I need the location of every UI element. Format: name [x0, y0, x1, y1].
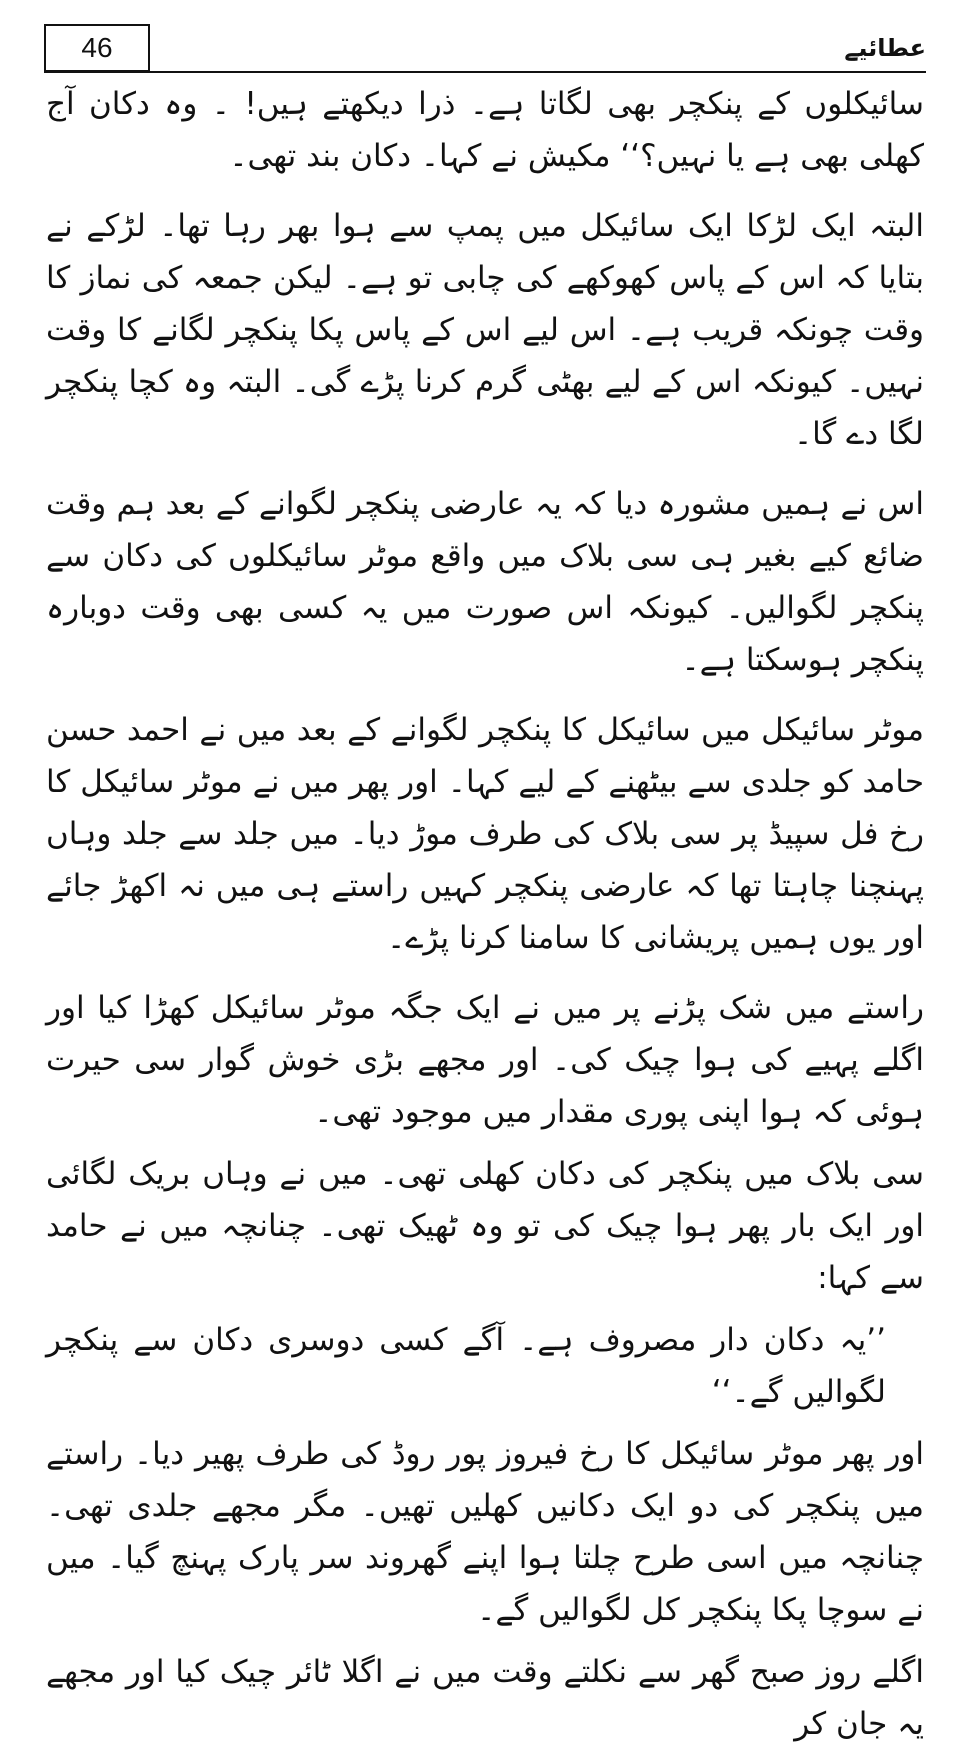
- paragraph-7: اور پھر موٹر سائیکل کا رخ فیروز پور روڈ کی طرف پھیر دیا۔ راستے میں پنکچر کی دو ایک دکانیں کھلیں تھیں۔ مگر مجھے جلدی تھی۔ چنانچہ میں اسی طرح چلتا ہوا اپنے گھروند سر پارک پہنچ گیا۔ میں نے سوچا پکا پنکچر کل لگوالیں گے۔: [46, 1436, 924, 1628]
- page-number: 46: [81, 32, 113, 63]
- paragraph-2: البتہ ایک لڑکا ایک سائیکل میں پمپ سے ہوا بھر رہا تھا۔ لڑکے نے بتایا کہ اس کے پاس کھوکھے کی چابی تو ہے۔ لیکن جمعہ کی نماز کا وقت چونکہ قریب ہے۔ اس لیے اس کے پاس پکا پنکچر لگانے کا وقت نہیں۔ کیونکہ اس کے لیے بھٹی گرم کرنا پڑے گی۔ البتہ وہ کچا پنکچر لگا دے گا۔: [46, 208, 924, 452]
- paragraph-3: اس نے ہمیں مشورہ دیا کہ یہ عارضی پنکچر لگوانے کے بعد ہم وقت ضائع کیے بغیر ہی سی بلاک میں واقع موٹر سائیکلوں کی دکان سے پنکچر لگوالیں۔ کیونکہ اس صورت میں یہ کسی بھی وقت دوبارہ پنکچر ہوسکتا ہے۔: [46, 486, 924, 678]
- header-rule: [44, 71, 926, 73]
- paragraph-5: راستے میں شک پڑنے پر میں نے ایک جگہ موٹر سائیکل کھڑا کیا اور اگلے پہیے کی ہوا چیک کی۔ اور مجھے بڑی خوش گوار سی حیرت ہوئی کہ ہوا اپنی پوری مقدار میں موجود تھی۔: [46, 990, 924, 1130]
- running-head: عطائیے: [844, 34, 926, 62]
- paragraph-1: سائیکلوں کے پنکچر بھی لگاتا ہے۔ ذرا دیکھتے ہیں! ۔ وہ دکان آج کھلی بھی ہے یا نہیں؟‘‘ مکیش نے کہا۔ دکان بند تھی۔: [46, 86, 924, 174]
- paragraph-8: اگلے روز صبح گھر سے نکلتے وقت میں نے اگلا ٹائر چیک کیا اور مجھے یہ جان کر: [46, 1654, 924, 1742]
- quoted-dialogue: ’’یہ دکان دار مصروف ہے۔ آگے کسی دوسری دکان سے پنکچر لگوالیں گے۔‘‘: [46, 1322, 886, 1410]
- paragraph-6: سی بلاک میں پنکچر کی دکان کھلی تھی۔ میں نے وہاں بریک لگائی اور ایک بار پھر ہوا چیک کی تو وہ ٹھیک تھی۔ چنانچہ میں نے حامد سے کہا:: [46, 1156, 924, 1296]
- page-number-box: [44, 24, 150, 72]
- page-text: [46, 78, 924, 1760]
- paragraph-4: موٹر سائیکل میں سائیکل کا پنکچر لگوانے کے بعد میں نے احمد حسن حامد کو جلدی سے بیٹھنے کے لیے کہا۔ اور پھر میں نے موٹر سائیکل کا رخ فل سپیڈ پر سی بلاک کی طرف موڑ دیا۔ میں جلد سے جلد وہاں پہنچنا چاہتا تھا کہ عارضی پنکچر کہیں راستے ہی میں نہ اکھڑ جائے اور یوں ہمیں پریشانی کا سامنا کرنا پڑے۔: [46, 712, 924, 956]
